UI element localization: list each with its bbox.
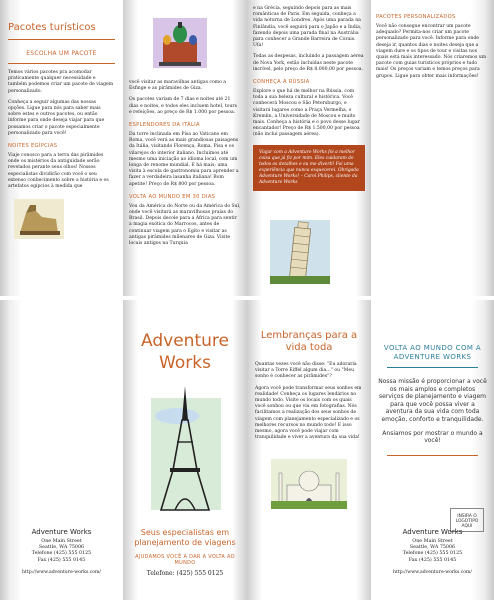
logo-placeholder: INSIRA O LOGOTIPO AQUI [450, 508, 484, 532]
paragraph: Agora você pode transformar seus sonhos em realidade! Conheça os lugares lendários no mundo todo. Visite os locais com os quais você sonhou ou que viu em fotografias. Nós facilitamos a realização dos seus sonhos de viagem com planejamento especializado e os melhores recursos no mundo todo! E isso mesmo, agora você pode viajar com tranquilidade e viver a aventura da sua vida! [255, 385, 362, 441]
testimonial-quote: Viajar com a Adventure Works foi a melhor coisa que já fiz por mim. Eles cuidaram de todos os detalhes e eu me diverti! Foi uma experiência que nunca esquecerei. Obrigada Adventure Works! – Carol Philips, cliente da Adventure Works [253, 145, 365, 191]
paragraph: Os pacotes variam de 7 dias e noites até 21 dias e noites, e todos eles incluem hotel, tours e refeições, ao preço de R$ 1.000 por pessoa. [129, 97, 237, 115]
cover-title: Adventure Works [141, 331, 229, 373]
page-title: Pacotes turísticos [8, 22, 96, 33]
pisa-tower-illustration [268, 214, 332, 288]
divider [387, 367, 478, 368]
fax-line: Fax (425) 555 0145 [37, 557, 86, 563]
sphinx-illustration [12, 195, 66, 241]
section-title: Lembranças para a vida toda [260, 330, 358, 353]
paragraph: Temos vários pacotes pra acomodar praticamente qualquer necessidade e também podemos criar um pacote de viagem personalizado. [8, 70, 114, 94]
eiffel-tower-illustration [137, 380, 233, 520]
phone-line: Telefone (425) 555 0125 [402, 551, 463, 557]
panel-missao [371, 300, 494, 600]
panel-pacotes-turisticos [0, 0, 123, 296]
website-link[interactable]: http://www.adventure-works.com/ [393, 569, 472, 575]
mission-text: Nossa missão é proporcionar a você os mais amplos e completos serviços de planejamento e viagem para que você possa viver a aventura da sua vida com toda emoção, conforto e tranquilidade. [378, 378, 487, 423]
website-link[interactable]: http://www.adventure-works.com/ [22, 569, 101, 575]
phone-line: Telefone (425) 555 0125 [31, 551, 92, 557]
section-title: VOLTA AO MUNDO COM A ADVENTURE WORKS [383, 344, 482, 361]
address-line: One Main Street [412, 539, 453, 544]
section-heading: PACOTES PERSONALIZADOS [376, 14, 456, 20]
taj-mahal-illustration [269, 455, 349, 511]
panel-lembrancas [247, 300, 371, 600]
paragraph: Explore o que há de melhor na Rússia, com toda a sua beleza cultural e histórica. Você conhecerá Moscou e São Petersburgo, e visitará lugares como a Praça Vermelha, o Kremlin, a Universidade de Moscou e muito mais. Conheça a história e o povo desse lugar encantador! Preço de R$ 1.500,00 por pessoa (não inclui passagem aérea). [253, 89, 360, 138]
divider [387, 455, 478, 456]
section-heading: CONHEÇA A RÚSSIA [253, 79, 310, 86]
section-heading: VOLTA AO MUNDO EM 30 DIAS [129, 193, 216, 200]
panel-pacotes-personalizados [371, 0, 494, 296]
section-heading: NOITES EGÍPCIAS [8, 143, 58, 150]
paragraph: Quantas vezes você não disse: "Eu adoraria visitar a Torre Eiffel algum dia…" ou "Meu sonho é conhecer as pirâmides"? [255, 362, 357, 380]
panel-capa [123, 300, 247, 600]
paragraph: Viaje conosco para a terra das pirâmides onde os mistérios da antiguidade serão revelados perante seus olhos! Nossos especialistas dividirão com você o seu extenso conhecimento sobre a história e os artefatos egípcios à medida que [8, 153, 109, 190]
panel-endereco [0, 300, 123, 600]
paragraph: e na Grécia, seguindo depois para as mais românticas de Paris. Em seguida, conheça a vida noturna de Londres. Após uma parada na Finlândia, você seguirá para o Japão e a Índia, fazendo depois uma parada final na Austrália para conhecer a Grande Barreira de Corais. Ufa! [253, 6, 362, 49]
divider [8, 39, 115, 40]
address-line: Seattle, WA 75006 [409, 545, 456, 551]
call-to-action: Ansiamos por mostrar o mundo a você! [382, 429, 483, 445]
paragraph: Vou da América do Norte ou da América do Sul, onde você visitará as maravilhosas praias do Brasil. Depois decole para a África para sentir a magia exótica do Marrocos, antes de continuar viagem para o Egito e visitar as antigas pirâmides milenares de Giza. Visite locais antigos na Turquia [129, 203, 241, 247]
cathedral-illustration [149, 12, 211, 74]
fax-line: Fax (425) 555 0145 [408, 557, 457, 563]
paragraph: você visitar as maravilhas antigas como a Esfinge e as pirâmides de Giza. [129, 80, 227, 92]
company-name: Adventure Works [402, 528, 463, 536]
phone-line: Telefone: (425) 555 0125 [146, 570, 224, 577]
section-heading: ESPLENDORES DA ITÁLIA [129, 122, 200, 129]
address-line: One Main Street [41, 539, 82, 544]
cover-subtitle: AJUDAMOS VOCÊ A DAR A VOLTA AO MUNDO [135, 554, 235, 566]
company-name: Adventure Works [31, 528, 92, 536]
panel-viagens [123, 0, 247, 296]
paragraph: Conheça a seguir algumas das nossas opções. Ligue para nós para saber mais sobre estes e outros pacotes, ou então informe para onde deseja viajar para que possamos criar o pacote especialmente personalizado para você! [8, 99, 105, 136]
tagline: Seus especialistas em planejamento de viagens [134, 528, 236, 547]
paragraph: Todas as despesas, incluindo a passagem aérea de Nova York, estão incluídas neste pacote incrível, pelo preço de R$ 8.000,00 por pessoa. [253, 54, 364, 72]
paragraph: Da torre inclinada em Pisa ao Vaticano em Roma, você verá as mais grandiosas paisagens da Itália, visitando Florença, Roma, Pisa e os vilarejos do interior italiano. Incluímos até mesmo uma iniciação ao idioma local, com um longa de renome mundial. E há mais; uma visita à escola de gastronomia para aprender a fazer a verdadeira lasanha italiana! Bom apetite! Preço de R$ 800 por pessoa. [129, 132, 239, 187]
address-line: Seattle, WA 75006 [38, 545, 85, 551]
divider [8, 63, 115, 64]
section-heading: ESCOLHA UM PACOTE [26, 50, 97, 57]
paragraph: Você não consegue encontrar um pacote adequado? Permita-nos criar um pacote personalizado para você. Informe para onde deseja ir, quantos dias e noites deseja que a viagem dure e os tipos de tour e visitas nos quais está mais interessado. Nós criaremos um pacote com guias turísticos próprios e tudo mais! Os preços variam e temos preços para grupos. Ligue para obter mais informações! [376, 24, 487, 79]
